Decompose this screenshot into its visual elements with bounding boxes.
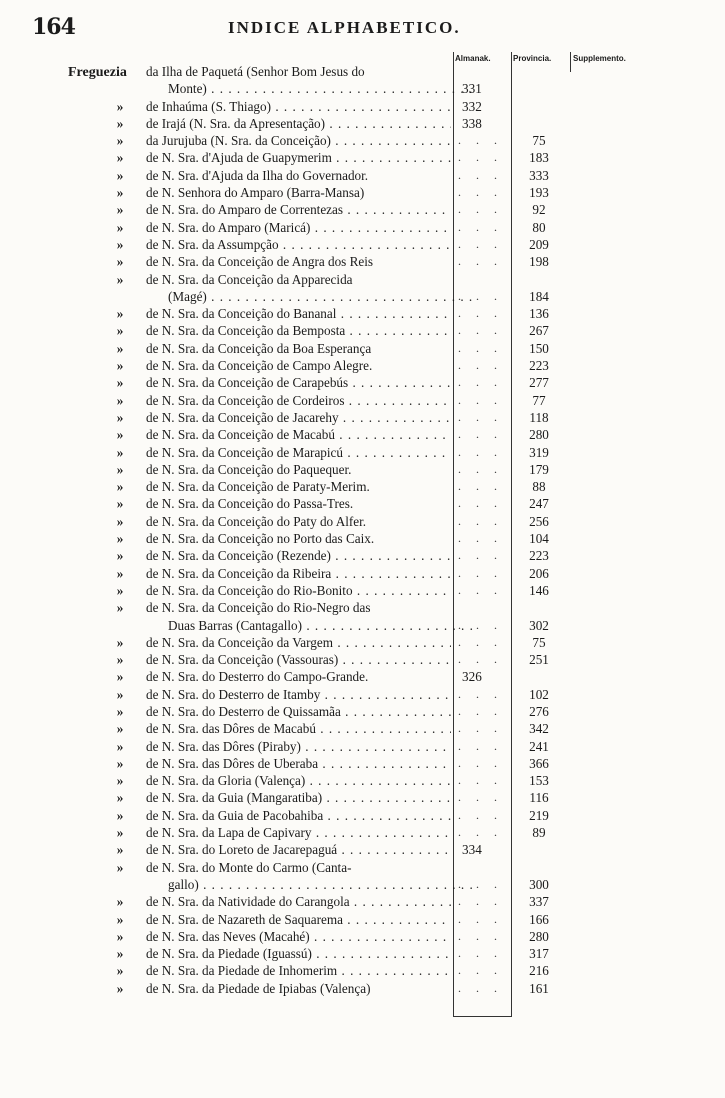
table-row [0,98,725,115]
ditto-mark: » [116,721,124,737]
ditto-mark: » [116,686,124,702]
leader-dots: . . . [458,946,503,961]
leader-dots: . . . [458,461,503,476]
entry-text: de N. Sra. da Conceição do Rio-Bonito . . . [146,582,451,599]
entry-text: de N. Sra. do Desterro de Quissamãa . . . [146,703,451,720]
provincia-page: 80 [532,219,546,235]
table-row [0,426,725,443]
table-row [0,167,725,184]
leader-dots: . . . [458,928,503,943]
leader-dots: . . . [458,582,503,597]
table-row [0,236,725,253]
ditto-mark: » [116,703,124,719]
table-row [0,132,725,149]
leader-dots: . . . [458,133,503,148]
provincia-page: 136 [529,306,549,322]
table-row [0,374,725,391]
ditto-mark: » [116,444,124,460]
table-row [0,807,725,824]
entry-text: de N. Sra. da Conceição do Rio-Negro das [146,600,371,616]
provincia-page: 150 [529,340,549,356]
leader-dots: . . . [458,721,503,736]
entry-text: de N. Sra. da Conceição (Vassouras) . . . [146,651,451,668]
table-row [0,288,725,305]
provincia-page: 179 [529,461,549,477]
leader-dots: . . . [458,306,503,321]
entry-text: de N. Sra. das Dôres (Piraby) . . . [146,738,451,755]
provincia-page: 92 [532,202,546,218]
entry-text: de N. Sra. da Conceição da Ribeira . . . [146,565,451,582]
leader-dots: . . . [458,790,503,805]
table-row [0,789,725,806]
provincia-page: 198 [529,254,549,270]
entry-text: de N. Sra. da Conceição de Macabú . . . [146,426,451,443]
table-row [0,478,725,495]
ditto-mark: » [116,652,124,668]
provincia-page: 277 [529,375,549,391]
ditto-mark: » [116,790,124,806]
entry-text: da Jurujuba (N. Sra. da Conceição) . . . [146,132,451,149]
table-row [0,893,725,910]
leader-dots: . . . [458,548,503,563]
entry-text: de N. Sra. da Conceição de Angra dos Reis [146,254,374,270]
table-row [0,357,725,374]
ditto-mark: » [116,807,124,823]
entry-text: de N. Sra. das Dôres de Macabú . . . [146,720,451,737]
ditto-mark: » [116,323,124,339]
provincia-page: 75 [532,133,546,149]
leader-dots: . . . [458,202,503,217]
leader-dots: . . . [458,980,503,995]
provincia-page: 216 [529,963,549,979]
leader-dots: . . . [458,167,503,182]
table-row [0,859,725,876]
entry-text: de N. Sra. do Amparo (Maricá) . . . [146,219,451,236]
ditto-mark: » [116,565,124,581]
ditto-mark: » [116,98,124,114]
table-row [0,755,725,772]
column-header-almanak: Almanak. [455,54,491,63]
ditto-mark: » [116,842,124,858]
table-row [0,738,725,755]
entry-text: Monte) . . . [168,80,473,97]
almanak-page: 334 [462,842,482,858]
ditto-mark: » [116,894,124,910]
table-row [0,841,725,858]
ditto-mark: » [116,911,124,927]
ditto-mark: » [116,738,124,754]
leader-dots: . . . [458,773,503,788]
table-row [0,340,725,357]
provincia-page: 366 [529,755,549,771]
entry-text: de N. Sra. da Piedade de Ipiabas (Valença) [146,980,371,996]
entry-text: de N. Sra. do Amparo de Correntezas . . . [146,201,451,218]
entry-text: de N. Sra. da Guia (Mangaratiba) . . . [146,789,451,806]
entry-text: de N. Sra. da Conceição do Paquequer. [146,461,352,477]
table-row [0,565,725,582]
entry-text: de N. Sra. da Conceição no Porto das Caix. [146,531,375,547]
ditto-mark: » [116,427,124,443]
table-row [0,322,725,339]
ditto-mark: » [116,548,124,564]
provincia-page: 302 [529,617,549,633]
leader-dots: . . . [458,963,503,978]
column-header-provincia: Provincia. [513,54,552,63]
provincia-page: 89 [532,825,546,841]
provincia-page: 75 [532,634,546,650]
entry-text: de N. Sra. da Piedade de Inhomerim . . . [146,962,451,979]
table-row [0,720,725,737]
provincia-page: 333 [529,167,549,183]
provincia-page: 88 [532,479,546,495]
leader-dots: . . . [458,375,503,390]
ditto-mark: » [116,825,124,841]
ditto-mark: » [116,150,124,166]
entry-text: de N. Sra. da Conceição da Apparecida [146,271,353,287]
ditto-mark: » [116,669,124,685]
entry-text: de N. Sra. da Conceição (Rezende) . . . [146,547,451,564]
ditto-mark: » [116,773,124,789]
table-row [0,184,725,201]
leader-dots: . . . [458,911,503,926]
ditto-mark: » [116,202,124,218]
table-row [0,253,725,270]
entry-text: de N. Sra. da Conceição de Jacarehy . . . [146,409,451,426]
entry-text: de N. Sra. da Conceição da Boa Esperança [146,340,372,356]
column-header-supplemento: Supplemento. [573,54,626,63]
ditto-mark: » [116,634,124,650]
entry-text: de N. Sra. da Conceição de Paraty-Merim. [146,479,370,495]
provincia-page: 223 [529,548,549,564]
ditto-mark: » [116,236,124,252]
ditto-mark: » [116,859,124,875]
leader-dots: . . . [458,876,503,891]
ditto-mark: » [116,531,124,547]
entry-text: de N. Sra. da Conceição da Vargem . . . [146,634,451,651]
entry-text: de N. Sra. da Conceição de Carapebús . . . [146,374,451,391]
entry-text: da Ilha de Paquetá (Senhor Bom Jesus do [146,64,365,79]
table-row [0,444,725,461]
ditto-mark: » [116,513,124,529]
table-row [0,668,725,685]
entry-text: de N. Senhora do Amparo (Barra-Mansa) [146,185,365,201]
provincia-page: 223 [529,358,549,374]
entry-text: Duas Barras (Cantagallo) . . . [168,617,473,634]
provincia-page: 280 [529,427,549,443]
ditto-mark: » [116,980,124,996]
entry-text: de N. Sra. da Conceição de Cordeiros . . . [146,392,451,409]
table-row [0,772,725,789]
ditto-mark: » [116,358,124,374]
ditto-mark: » [116,479,124,495]
table-row [0,876,725,893]
entry-text: gallo) . . . [168,876,473,893]
leader-dots: . . . [458,755,503,770]
table-row [0,703,725,720]
ditto-mark: » [116,340,124,356]
provincia-page: 280 [529,928,549,944]
entry-text: de N. Sra. das Neves (Macahé) . . . [146,928,451,945]
entry-text: de Irajá (N. Sra. da Apresentação) . . . [146,115,451,132]
ditto-mark: » [116,185,124,201]
entry-text: de N. Sra. da Piedade (Iguassú) . . . [146,945,451,962]
ditto-mark: » [116,133,124,149]
table-row [0,115,725,132]
ditto-mark: » [116,306,124,322]
table-row [0,409,725,426]
leader-dots: . . . [458,185,503,200]
provincia-page: 102 [529,686,549,702]
leader-dots: . . . [458,444,503,459]
page-title: INDICE ALPHABETICO. [228,18,461,37]
ditto-mark: » [116,600,124,616]
provincia-page: 247 [529,496,549,512]
table-row [0,686,725,703]
provincia-page: 337 [529,894,549,910]
entry-text: de N. Sra. da Conceição de Marapicú . . . [146,444,451,461]
table-row [0,634,725,651]
provincia-page: 206 [529,565,549,581]
leader-dots: . . . [458,219,503,234]
leader-dots: . . . [458,807,503,822]
ditto-mark: » [116,928,124,944]
table-row [0,617,725,634]
entry-text: de N. Sra. do Desterro do Campo-Grande. [146,669,369,685]
table-row [0,911,725,928]
provincia-page: 116 [529,790,549,806]
entry-text: de N. Sra. das Dôres de Uberaba . . . [146,755,451,772]
table-row [0,80,725,97]
table-row [0,305,725,322]
table-row [0,928,725,945]
provincia-page: 77 [532,392,546,408]
leader-dots: . . . [458,652,503,667]
almanak-page: 338 [462,115,482,131]
provincia-page: 317 [529,946,549,962]
entry-text: de N. Sra. d'Ajuda de Guapymerim . . . [146,149,451,166]
provincia-page: 209 [529,236,549,252]
leader-dots: . . . [458,617,503,632]
provincia-page: 241 [529,738,549,754]
lead-word: Freguezia [68,65,127,80]
leader-dots: . . . [458,427,503,442]
entry-text: de N. Sra. da Conceição do Paty do Alfer. [146,513,367,529]
leader-dots: . . . [458,496,503,511]
entry-text: de N. Sra. da Lapa de Capivary . . . [146,824,451,841]
table-bottom-rule [454,1016,511,1017]
leader-dots: . . . [458,894,503,909]
table-row [0,149,725,166]
page-number: 164 [32,14,75,40]
provincia-page: 251 [529,652,549,668]
leader-dots: . . . [458,323,503,338]
entry-text: de N. Sra. d'Ajuda da Ilha do Governador. [146,167,369,183]
entry-text: de N. Sra. da Conceição do Passa-Tres. [146,496,354,512]
table-row [0,582,725,599]
leader-dots: . . . [458,738,503,753]
entry-text: de N. Sra. do Desterro de Itamby . . . [146,686,451,703]
ditto-mark: » [116,392,124,408]
provincia-page: 166 [529,911,549,927]
provincia-page: 118 [529,409,549,425]
ditto-mark: » [116,375,124,391]
provincia-page: 300 [529,876,549,892]
leader-dots: . . . [458,340,503,355]
ditto-mark: » [116,219,124,235]
provincia-page: 184 [529,288,549,304]
entry-text: (Magé) . . . [168,288,473,305]
table-row [0,599,725,616]
ditto-mark: » [116,946,124,962]
table-row [0,945,725,962]
table-row [0,530,725,547]
leader-dots: . . . [458,358,503,373]
entry-text: de N. Sra. da Natividade do Carangola . . . [146,893,451,910]
leader-dots: . . . [458,531,503,546]
almanak-page: 326 [462,669,482,685]
table-row [0,651,725,668]
table-row [0,392,725,409]
entry-text: de N. Sra. da Conceição de Campo Alegre. [146,358,373,374]
provincia-page: 153 [529,773,549,789]
entry-text: de N. Sra. da Guia de Pacobahiba . . . [146,807,451,824]
leader-dots: . . . [458,254,503,269]
leader-dots: . . . [458,236,503,251]
ditto-mark: » [116,115,124,131]
entry-text: de N. Sra. da Gloria (Valença) . . . [146,772,451,789]
provincia-page: 342 [529,721,549,737]
provincia-page: 146 [529,582,549,598]
ditto-mark: » [116,496,124,512]
leader-dots: . . . [458,150,503,165]
entry-text: de N. Sra. da Conceição da Bemposta . . . [146,322,451,339]
provincia-page: 256 [529,513,549,529]
ditto-mark: » [116,271,124,287]
index-table [0,63,725,997]
entry-text: de Inhaúma (S. Thiago) . . . [146,98,451,115]
leader-dots: . . . [458,634,503,649]
leader-dots: . . . [458,288,503,303]
leader-dots: . . . [458,565,503,580]
ditto-mark: » [116,167,124,183]
ditto-mark: » [116,409,124,425]
entry-text: de N. Sra. de Nazareth de Saquarema . . . [146,911,451,928]
table-row [0,495,725,512]
ditto-mark: » [116,461,124,477]
leader-dots: . . . [458,686,503,701]
leader-dots: . . . [458,703,503,718]
entry-text: de N. Sra. do Loreto de Jacarepaguá . . . [146,841,451,858]
provincia-page: 183 [529,150,549,166]
leader-dots: . . . [458,392,503,407]
table-row [0,962,725,979]
almanak-page: 332 [462,98,482,114]
table-row [0,980,725,997]
table-row [0,219,725,236]
table-row [0,201,725,218]
table-row [0,547,725,564]
table-row [0,271,725,288]
ditto-mark: » [116,755,124,771]
ditto-mark: » [116,963,124,979]
provincia-page: 219 [529,807,549,823]
entry-text: de N. Sra. da Conceição do Bananal . . . [146,305,451,322]
table-row [0,63,725,80]
provincia-page: 319 [529,444,549,460]
provincia-page: 267 [529,323,549,339]
table-row [0,461,725,478]
almanak-page: 331 [462,81,482,97]
ditto-mark: » [116,254,124,270]
provincia-page: 193 [529,185,549,201]
table-row [0,513,725,530]
leader-dots: . . . [458,825,503,840]
provincia-page: 276 [529,703,549,719]
provincia-page: 161 [529,980,549,996]
leader-dots: . . . [458,409,503,424]
provincia-page: 104 [529,531,549,547]
ditto-mark: » [116,582,124,598]
leader-dots: . . . [458,479,503,494]
table-row [0,824,725,841]
leader-dots: . . . [458,513,503,528]
entry-text: de N. Sra. do Monte do Carmo (Canta- [146,859,352,875]
entry-text: de N. Sra. da Assumpção . . . [146,236,451,253]
